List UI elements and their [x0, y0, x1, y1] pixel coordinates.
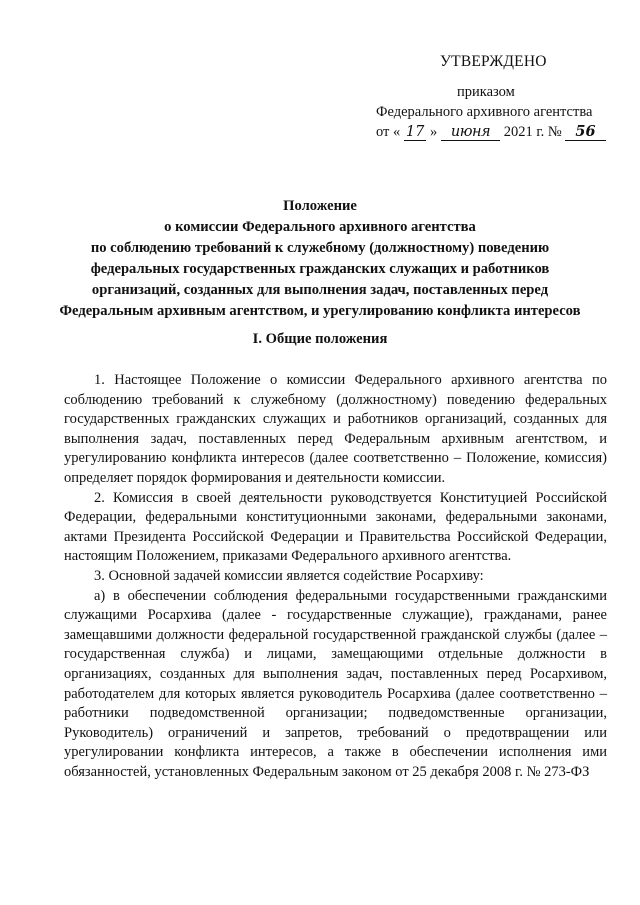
- paragraph-2: 2. Комиссия в своей деятельности руководствуется Конституцией Российской Федерации, федеральными конституционными законами, федеральными законами, актами Президента Российской Федерации и Правительства Российской Федерации, настоящим Положением, приказами Федерального архивного агентства.: [64, 489, 607, 565]
- document-title: [30, 196, 610, 322]
- order-date-line: [376, 123, 606, 141]
- date-mid: »: [429, 124, 438, 140]
- section-heading: I. Общие положения: [252, 331, 388, 347]
- approved-label: УТВЕРЖДЕНО: [440, 53, 547, 70]
- handwritten-order-number: 56: [565, 123, 605, 141]
- paragraph-3a: а) в обеспечении соблюдения федеральными государственными гражданскими служащими Росархива (далее - государственные служащие), гражданами, ранее замещавшими должности федеральной государственной гражданской службы (далее – государственная служба) и лицами, замещающими отдельные должности в организациях, созданных для выполнения задач, поставленных перед Росархивом, работодателем для которых является руководитель Росархива (далее соответственно – работники подведомственной организации; подведомственные организации, Руководитель) ограничений и запретов, требований о предотвращении или урегулировании конфликта интересов, а также в обеспечении исполнения ими обязанностей, установленных Федеральным законом от 25 декабря 2008 г. № 273-ФЗ: [64, 587, 607, 780]
- approval-stamp: [0, 0, 640, 150]
- agency-name: Федерального архивного агентства: [376, 104, 593, 120]
- title-line: по соблюдению требований к служебному (должностному) поведению: [90, 240, 550, 256]
- title-line: организаций, созданных для выполнения задач, поставленных перед: [91, 282, 549, 298]
- paragraph-1: 1. Настоящее Положение о комиссии Федерального архивного агентства по соблюдению требований к служебному (должностному) поведению федеральных государственных гражданских служащих и работников организаций, созданных для выполнения задач, поставленных перед Федеральным архивным агентством, и урегулированию конфликта интересов (далее соответственно – Положение, комиссия) определяет порядок формирования и деятельности комиссии.: [64, 372, 607, 486]
- paragraph-3: 3. Основной задачей комиссии является содействие Росархиву:: [94, 567, 484, 584]
- title-line: федеральных государственных гражданских служащих и работников: [90, 261, 550, 277]
- handwritten-month: июня: [441, 124, 500, 141]
- date-prefix: от «: [376, 124, 401, 140]
- title-line: Федеральным архивным агентством, и урегулированию конфликта интересов: [59, 303, 581, 319]
- handwritten-day: 17: [405, 124, 425, 140]
- order-label: приказом: [457, 84, 515, 100]
- title-line: Положение: [283, 198, 357, 214]
- body-text: [64, 371, 607, 782]
- year-text: 2021 г. №: [503, 124, 562, 140]
- title-line: о комиссии Федерального архивного агентства: [164, 219, 476, 235]
